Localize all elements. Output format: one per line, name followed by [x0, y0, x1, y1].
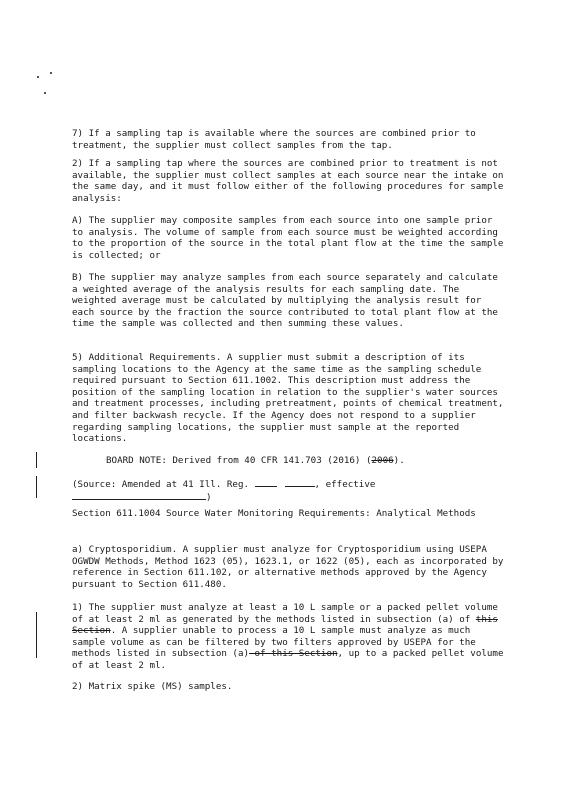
paragraph-B-weighted: B) The supplier may analyze samples from each source separately and calculate a weighted average of the analysis results for each sampling date. The weighted average must be calculated by multiplying the analysis result for each source by the fraction the source contributed to total plant flow at the time the sample was collected and then summing these values.: [72, 272, 498, 330]
paragraph-A-composite: A) The supplier may composite samples from each source into one sample prior to analysis. The volume of sample from each source must be weighted according to the proportion of the source in the total plant flow at the time the sample is collected; or: [72, 215, 504, 261]
section-heading: Section 611.1004 Source Water Monitoring Requirements: Analytical Methods: [72, 508, 476, 519]
struck-year: 2006: [371, 455, 394, 466]
source-note: (Source: Amended at 41 Ill. Reg. , effective ): [72, 479, 376, 503]
source-note-text: (Source: Amended at 41 Ill. Reg.: [72, 479, 255, 490]
revision-bar: [36, 612, 37, 658]
p1b-text-c: , up to a packed pellet volume of at least 2 ml.: [72, 648, 504, 671]
p1b-text-b: . A supplier unable to process a 10 L sample must analyze as much sample volume as can be filtered by two filters approved by USEPA for the methods listed in subsection (a): [72, 625, 476, 660]
source-note-effective: , effective: [314, 479, 376, 490]
paragraph-a-cryptosporidium: a) Cryptosporidium. A supplier must analyze for Cryptosporidium using USEPA OGWDW Methods, Method 1623 (05), 1623.1, or 1622 (05), each as incorporated by reference in Section 611.102, or alternative methods approved by the Agency pursuant to Section 611.480.: [72, 544, 504, 590]
revision-bar: [36, 476, 37, 498]
board-note-end: ).: [393, 455, 405, 466]
board-note: [106, 455, 486, 467]
revision-bar: [36, 452, 37, 468]
paragraph-1-sample-volume: [72, 602, 508, 672]
struck-of-this-section: of this Section: [249, 648, 338, 660]
p1b-text-a: 1) The supplier must analyze at least a 10 L sample or a packed pellet volume of at least 2 ml as generated by the methods listed in subsection (a) of: [72, 602, 498, 625]
blank-volume: [255, 478, 277, 487]
struck-this-section: this Section: [72, 613, 498, 637]
scan-speck: [37, 76, 39, 78]
paragraph-5-additional: 5) Additional Requirements. A supplier must submit a description of its sampling locations to the Agency at the same time as the sampling schedule required pursuant to Section 611.1002. This description must address the position of the sampling location in relation to the supplier's water sources and treatment processes, including pretreatment, points of chemical treatment, and filter backwash recycle. If the Agency does not respond to a supplier regarding sampling locations, the supplier must sample at the reported locations.: [72, 352, 504, 445]
blank-page: [285, 478, 315, 487]
scan-speck: [50, 72, 52, 74]
blank-date: [72, 491, 206, 500]
board-note-text: BOARD NOTE: Derived from 40 CFR 141.703 (2016) (: [106, 455, 372, 466]
scan-speck: [44, 92, 46, 94]
paragraph-2-matrix-spike: 2) Matrix spike (MS) samples.: [72, 681, 233, 692]
paragraph-7: 7) If a sampling tap is available where the sources are combined prior to treatment, the supplier must collect samples from the tap.: [72, 128, 476, 151]
paragraph-2-sampling: 2) If a sampling tap where the sources are combined prior to treatment is not available, the supplier must collect samples at each source near the intake on the same day, and it must follow either of the following procedures for sample analysis:: [72, 158, 504, 204]
